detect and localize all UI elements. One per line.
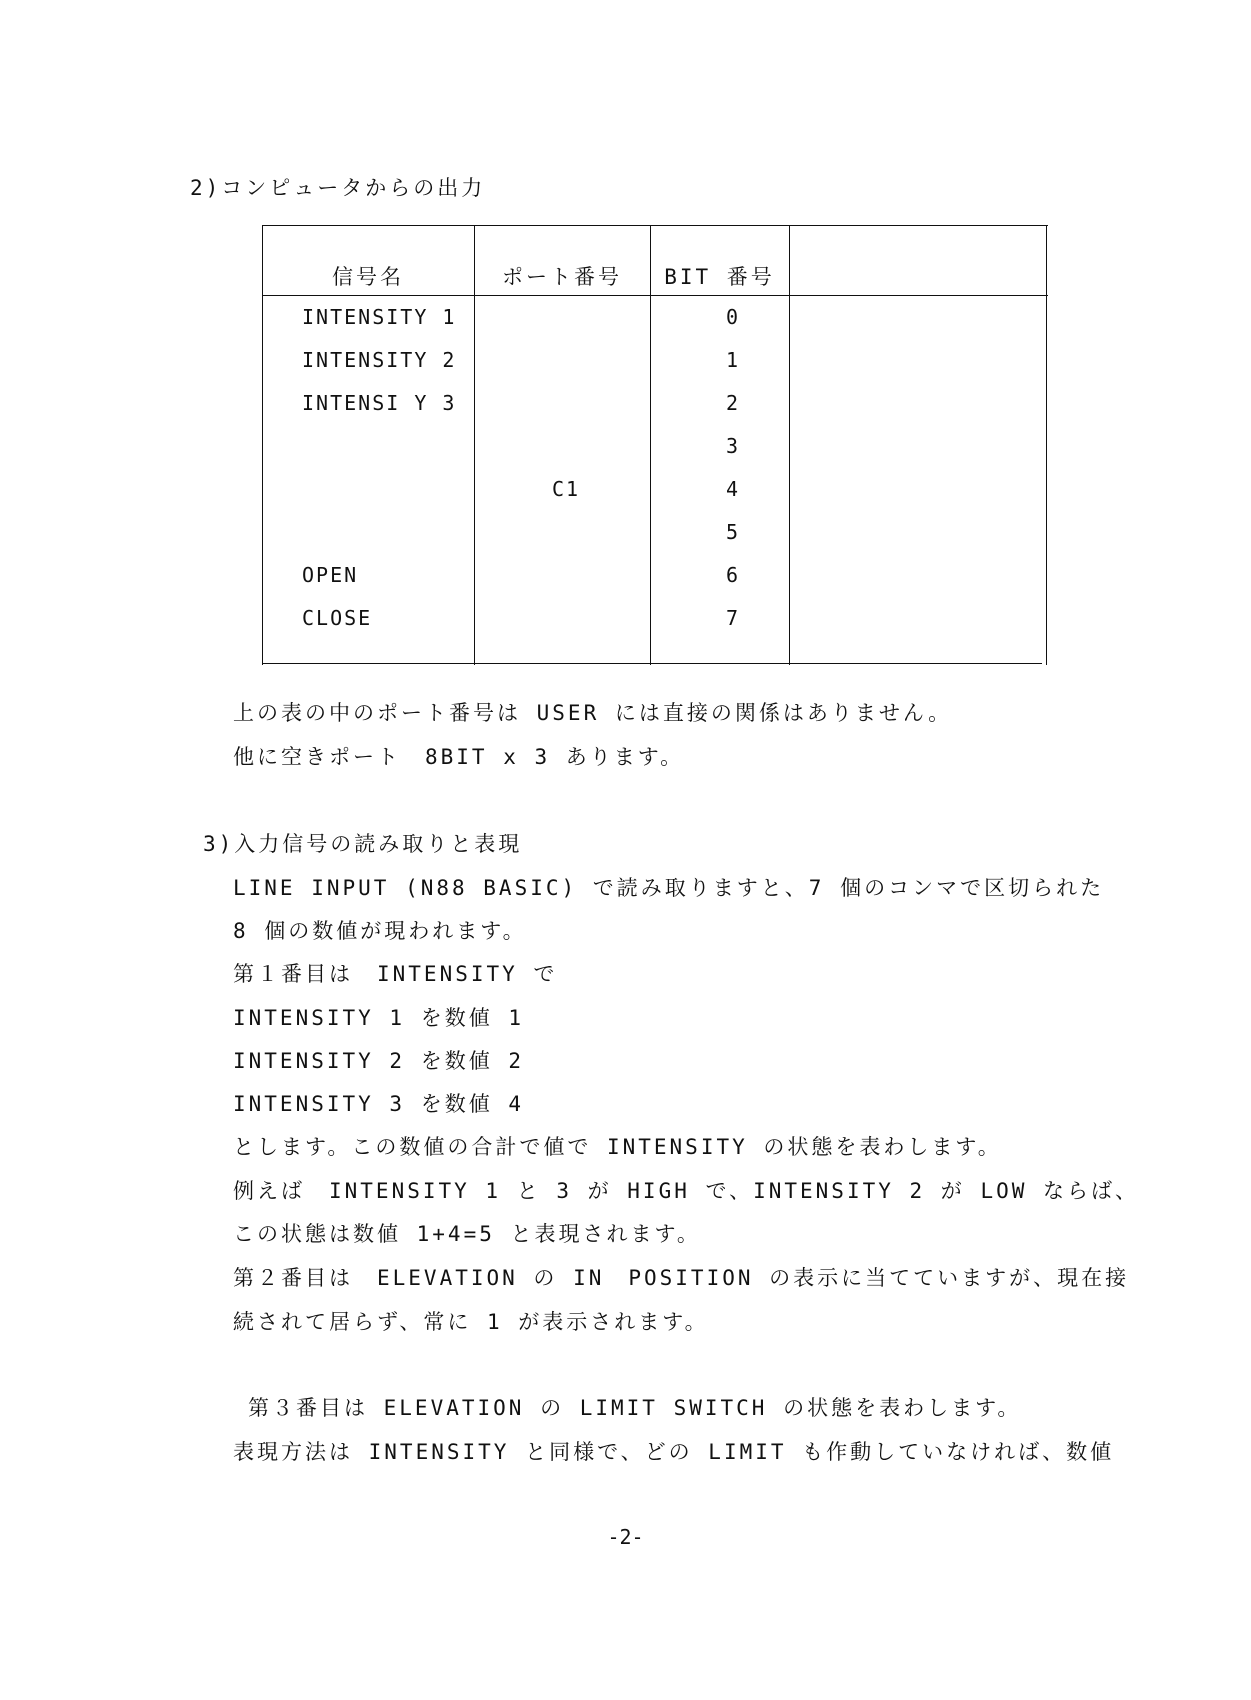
signal-name-cell: INTENSI Y 3 bbox=[302, 391, 457, 415]
body-line: 第３番目は ELEVATION の LIMIT SWITCH の状態を表わします。 bbox=[248, 1396, 1022, 1420]
body-line: この状態は数値 1+4=5 と表現されます。 bbox=[233, 1222, 701, 1246]
body-line: 第２番目は ELEVATION の IN POSITION の表示に当てていますが、現在接 bbox=[233, 1266, 1130, 1290]
header-signal-name: 信号名 bbox=[332, 265, 404, 289]
table-top-border bbox=[262, 225, 1048, 226]
bit-number-cell: 4 bbox=[725, 477, 739, 501]
port-number-cell: C1 bbox=[552, 477, 581, 501]
header-bit-number: BIT 番号 bbox=[664, 265, 775, 289]
header-port-number: ポート番号 bbox=[502, 265, 622, 289]
signal-name-cell: INTENSITY 2 bbox=[302, 348, 457, 372]
body-line: 8 個の数値が現われます。 bbox=[233, 919, 527, 943]
body-line: 第１番目は INTENSITY で bbox=[233, 962, 558, 986]
bit-number-cell: 3 bbox=[725, 434, 739, 458]
signal-name-cell: INTENSITY 1 bbox=[302, 305, 457, 329]
output-signal-table bbox=[262, 225, 1048, 665]
table-col-divider-3 bbox=[789, 225, 790, 665]
body-line: 表現方法は INTENSITY と同様で、どの LIMIT も作動していなければ、数値 bbox=[233, 1440, 1115, 1464]
body-line: INTENSITY 3 を数値 4 bbox=[233, 1092, 525, 1116]
table-col-divider-1 bbox=[474, 225, 475, 665]
bit-number-cell: 0 bbox=[725, 305, 739, 329]
bit-number-cell: 6 bbox=[725, 563, 739, 587]
section-2-heading: 2)コンピュータからの出力 bbox=[190, 176, 486, 200]
table-note: 上の表の中のポート番号は USER には直接の関係はありません。 bbox=[233, 701, 953, 725]
table-header-divider bbox=[262, 295, 1048, 296]
body-line: INTENSITY 2 を数値 2 bbox=[233, 1049, 525, 1073]
body-line: 例えば INTENSITY 1 と 3 が HIGH で、INTENSITY 2 が LOW ならば、 bbox=[233, 1179, 1140, 1203]
body-line: LINE INPUT (N88 BASIC) で読み取りますと、7 個のコンマで区切られた bbox=[233, 876, 1105, 900]
table-note: 他に空きポート 8BIT x 3 あります。 bbox=[233, 745, 685, 769]
bit-number-cell: 2 bbox=[725, 391, 739, 415]
bit-number-cell: 1 bbox=[725, 348, 739, 372]
page-number: -2- bbox=[607, 1525, 644, 1549]
body-line: INTENSITY 1 を数値 1 bbox=[233, 1006, 525, 1030]
bit-number-cell: 5 bbox=[725, 520, 739, 544]
section-3-heading: 3)入力信号の読み取りと表現 bbox=[203, 832, 523, 856]
body-line: 続されて居らず、常に 1 が表示されます。 bbox=[233, 1310, 709, 1334]
table-col-divider-2 bbox=[650, 225, 651, 665]
signal-name-cell: CLOSE bbox=[302, 606, 373, 630]
body-line: とします。この数値の合計で値で INTENSITY の状態を表わします。 bbox=[233, 1135, 1002, 1159]
table-right-border bbox=[1046, 225, 1047, 665]
table-bottom-border bbox=[262, 663, 1042, 664]
signal-name-cell: OPEN bbox=[302, 563, 359, 587]
bit-number-cell: 7 bbox=[725, 606, 739, 630]
table-left-border bbox=[262, 225, 263, 665]
